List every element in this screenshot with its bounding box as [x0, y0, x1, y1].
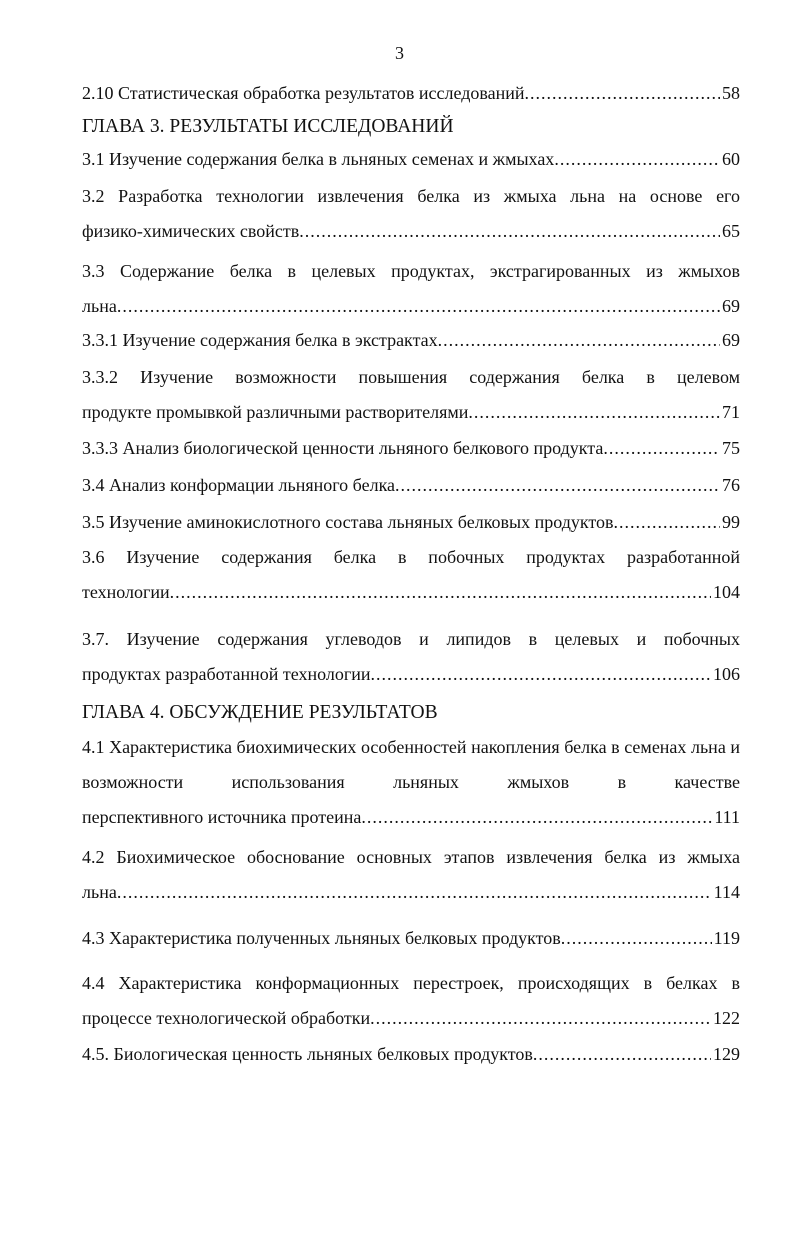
leader-dots — [299, 214, 720, 249]
toc-page-number: 75 — [722, 438, 740, 458]
leader-dots — [614, 505, 720, 540]
toc-entry-3-4 — [82, 468, 740, 503]
toc-entry-text: 4.4 Характеристика конформационных перестроек, происходящих в белках в — [82, 973, 740, 993]
toc-entry-4-3 — [82, 921, 740, 956]
toc-entry-text: 3.5 Изучение аминокислотного состава льняных белковых продуктов — [82, 512, 614, 532]
toc-entry-text: 3.3.2 Изучение возможности повышения содержания белка в целевом — [82, 367, 740, 387]
toc-entry-text: 4.3 Характеристика полученных льняных белковых продуктов — [82, 928, 561, 948]
leader-dots — [554, 142, 720, 177]
toc-entry-3-2 — [82, 179, 740, 249]
leader-dots — [468, 395, 720, 430]
toc-entry-text: льна — [82, 882, 117, 902]
leader-dots — [361, 800, 712, 835]
toc-page-number: 104 — [713, 582, 740, 602]
toc-page-number: 69 — [722, 330, 740, 350]
leader-dots — [603, 431, 720, 466]
leader-dots — [533, 1037, 711, 1072]
toc-entry-4-2 — [82, 840, 740, 910]
toc-page-number: 76 — [722, 475, 740, 495]
toc-entry-text: 4.1 Характеристика биохимических особенностей накопления белка в семенах льна и возможности использования льняных жмыхов в качестве — [82, 737, 740, 792]
toc-entry-text: 3.2 Разработка технологии извлечения белка из жмыха льна на основе его — [82, 186, 740, 206]
leader-dots — [370, 657, 711, 692]
toc-entry-text: процессе технологической обработки — [82, 1008, 371, 1028]
toc-page-number: 65 — [722, 221, 740, 241]
toc-page-number: 119 — [713, 928, 740, 948]
chapter-3-heading: ГЛАВА 3. РЕЗУЛЬТАТЫ ИССЛЕДОВАНИЙ — [82, 116, 454, 137]
toc-entry-text: 4.2 Биохимическое обоснование основных этапов извлечения белка из жмыха — [82, 847, 740, 867]
toc-entry-3-5 — [82, 505, 740, 540]
toc-entry-3-3-3 — [82, 431, 740, 466]
chapter-4-heading: ГЛАВА 4. ОБСУЖДЕНИЕ РЕЗУЛЬТАТОВ — [82, 702, 438, 723]
toc-entry-text: 3.6 Изучение содержания белка в побочных продуктах разработанной — [82, 547, 740, 567]
toc-entry-3-7 — [82, 622, 740, 692]
leader-dots — [370, 1001, 711, 1036]
toc-entry-text: 3.4 Анализ конформации льняного белка — [82, 475, 396, 495]
toc-page-number: 129 — [713, 1044, 740, 1064]
toc-entry-4-1 — [82, 730, 740, 835]
leader-dots — [395, 468, 720, 503]
toc-page-number: 111 — [714, 807, 740, 827]
leader-dots — [117, 875, 712, 910]
toc-page-number: 60 — [722, 149, 740, 169]
toc-entry-text: 3.3.1 Изучение содержания белка в экстрактах — [82, 330, 438, 350]
toc-entry-text: 3.7. Изучение содержания углеводов и липидов в целевых и побочных — [82, 629, 740, 649]
toc-entry-4-5 — [82, 1037, 740, 1072]
toc-entry-text: 3.3.3 Анализ биологической ценности льняного белкового продукта — [82, 438, 604, 458]
toc-entry-3-3-2 — [82, 360, 740, 430]
toc-page-number: 99 — [722, 512, 740, 532]
toc-entry-2-10 — [82, 76, 740, 111]
toc-entry-3-3 — [82, 254, 740, 324]
leader-dots — [561, 921, 712, 956]
toc-entry-text: 2.10 Статистическая обработка результатов исследований — [82, 83, 525, 103]
leader-dots — [438, 323, 720, 358]
toc-entry-3-6 — [82, 540, 740, 610]
toc-entry-text: 4.5. Биологическая ценность льняных белковых продуктов — [82, 1044, 533, 1064]
toc-entry-text: технологии — [82, 582, 170, 602]
toc-entry-4-4 — [82, 966, 740, 1036]
toc-entry-text: 3.1 Изучение содержания белка в льняных семенах и жмыхах — [82, 149, 555, 169]
toc-page-number: 69 — [722, 296, 740, 316]
toc-entry-text: физико-химических свойств — [82, 221, 300, 241]
toc-page-number: 114 — [713, 882, 740, 902]
toc-entry-3-3-1 — [82, 323, 740, 358]
toc-page-number: 71 — [722, 402, 740, 422]
leader-dots — [117, 289, 720, 324]
toc-entry-text: перспективного источника протеина — [82, 807, 362, 827]
toc-entry-text: продукте промывкой различными растворителями — [82, 402, 469, 422]
toc-page-number: 106 — [713, 664, 740, 684]
toc-page-number: 122 — [713, 1008, 740, 1028]
page-number: 3 — [395, 43, 404, 63]
toc-entry-text: льна — [82, 296, 117, 316]
toc-entry-text: 3.3 Содержание белка в целевых продуктах, экстрагированных из жмыхов — [82, 261, 740, 281]
leader-dots — [170, 575, 711, 610]
toc-page-number: 58 — [722, 83, 740, 103]
toc-entry-text: продуктах разработанной технологии — [82, 664, 371, 684]
leader-dots — [525, 76, 720, 111]
toc-entry-3-1 — [82, 142, 740, 177]
